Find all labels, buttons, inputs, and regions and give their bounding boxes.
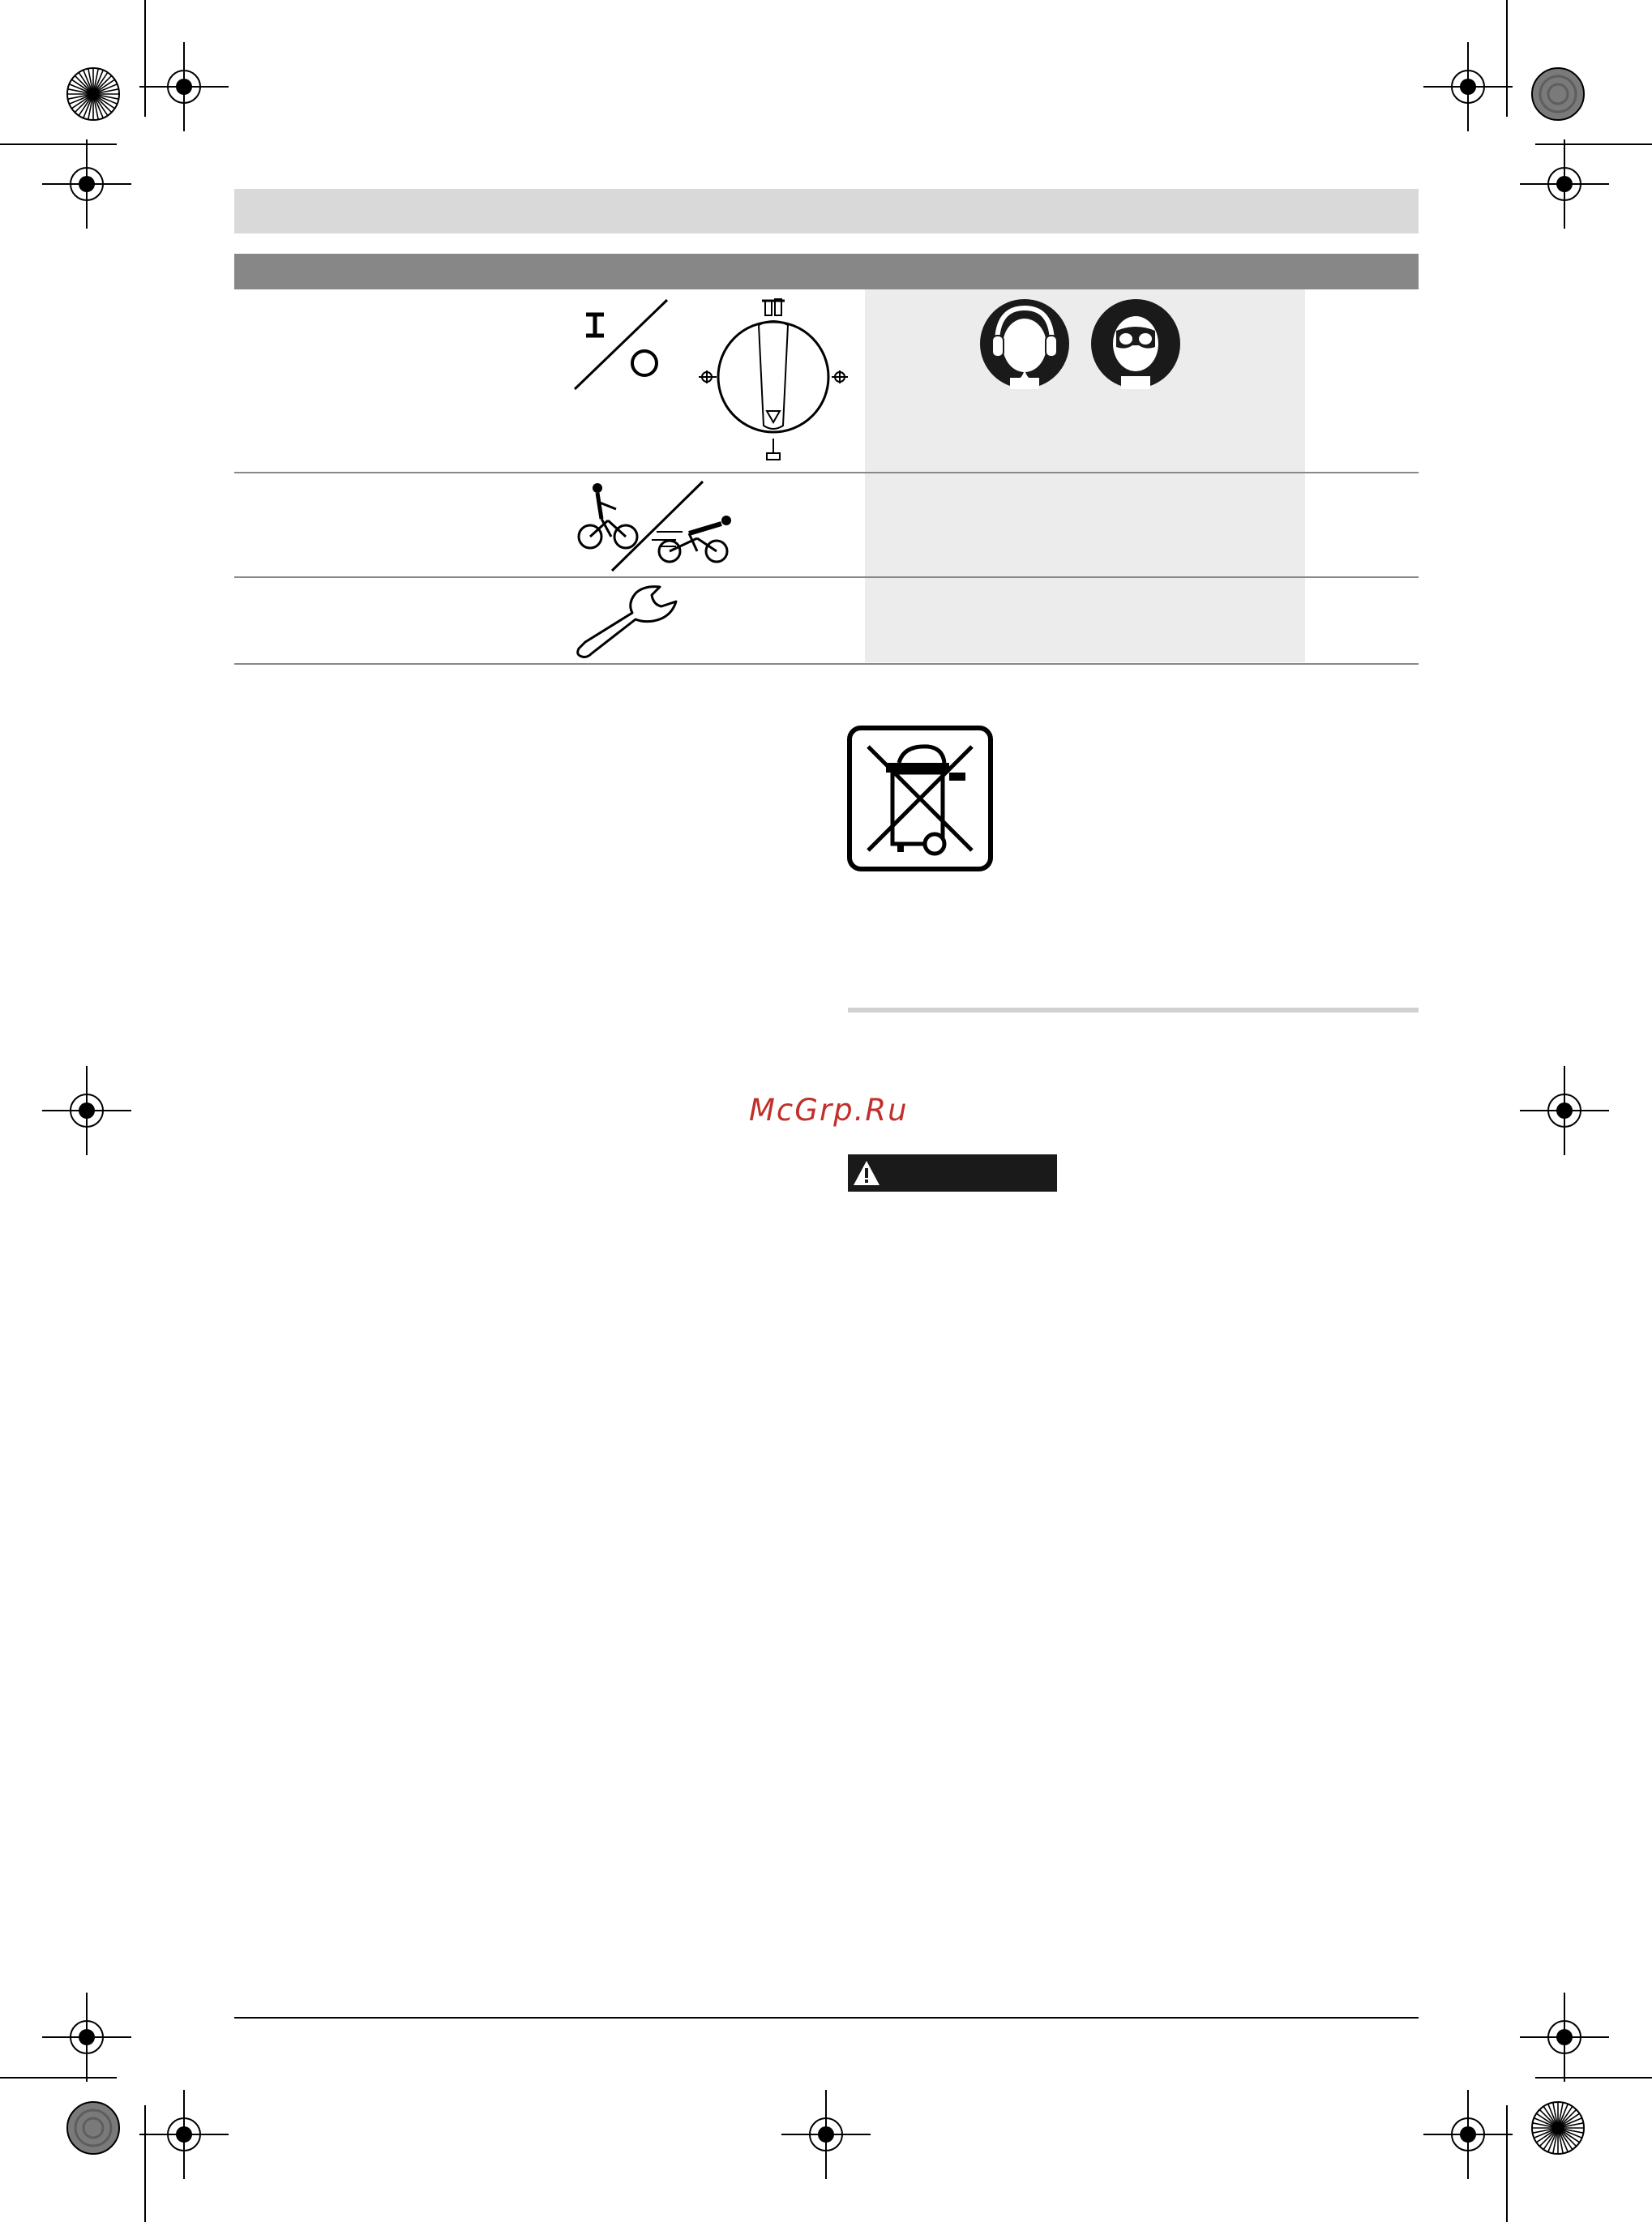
page-header-band — [234, 189, 1419, 233]
wear-ear-protection-icon — [979, 298, 1070, 389]
mode-selector-dial-icon — [695, 296, 850, 462]
wear-eye-protection-icon — [1090, 298, 1181, 389]
warning-triangle-icon — [852, 1159, 881, 1187]
table-row-divider — [234, 472, 1419, 473]
wrench-icon — [574, 585, 681, 660]
slow-fast-cyclist-icon — [576, 480, 738, 574]
footer-rule — [234, 2017, 1419, 2019]
table-row-divider — [234, 663, 1419, 665]
symbol-table-meaning-column — [865, 289, 1305, 662]
watermark: McGrp.Ru — [749, 1093, 909, 1128]
section-divider — [848, 1008, 1419, 1013]
table-row-divider — [234, 576, 1419, 578]
on-off-switch-icon — [571, 298, 669, 392]
warning-label-bar — [848, 1154, 1057, 1192]
crossed-out-wheelie-bin-icon — [847, 726, 993, 871]
symbol-table-header — [234, 254, 1419, 289]
